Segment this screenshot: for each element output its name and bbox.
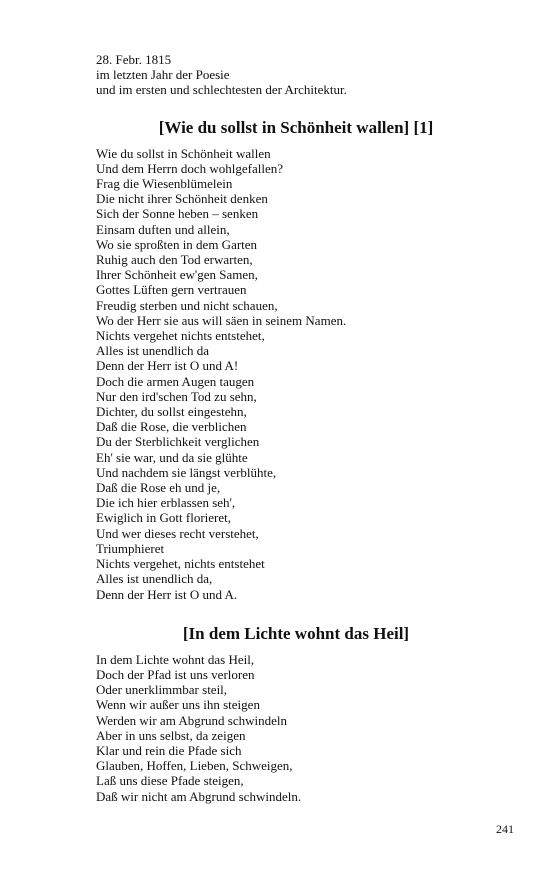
poem-line: Doch die armen Augen taugen (96, 373, 255, 389)
poem-line: Alles ist unendlich da, (96, 571, 213, 587)
poem-line: Doch der Pfad ist uns verloren (96, 666, 255, 682)
poem-line: Daß die Rose, die verblichen (96, 419, 247, 435)
poem-line: Ewiglich in Gott florieret, (96, 510, 232, 526)
poem-line: Daß wir nicht am Abgrund schwindeln. (96, 788, 302, 804)
page-number: 241 (496, 822, 514, 836)
poem-line: Und wer dieses recht verstehet, (96, 525, 259, 541)
poem-line: In dem Lichte wohnt das Heil, (96, 651, 255, 667)
poem-line: Denn der Herr ist O und A! (96, 358, 239, 374)
poem-line: Wo der Herr sie aus will säen in seinem Namen. (96, 312, 347, 328)
poem-line: Eh' sie war, und da sie glühte (96, 449, 248, 465)
poem-line: Sich der Sonne heben – senken (96, 206, 259, 222)
intro-note (96, 52, 496, 98)
poem-line: Ruhig auch den Tod erwarten, (96, 252, 253, 268)
poem-line: Daß die Rose eh und je, (96, 480, 221, 496)
poem-line: Frag die Wiesenblümelein (96, 176, 233, 192)
poem-line: Und dem Herrn doch wohlgefallen? (96, 160, 283, 176)
poem-line: Gottes Lüften gern vertrauen (96, 282, 247, 298)
intro-line: im letzten Jahr der Poesie (96, 67, 230, 83)
poem-line: Aber in uns selbst, da zeigen (96, 727, 246, 743)
intro-line: 28. Febr. 1815 (96, 52, 172, 67)
poem-line: Wo sie sproßten in dem Garten (96, 236, 258, 252)
poem-line: Glauben, Hoffen, Lieben, Schweigen, (96, 758, 293, 774)
page-body (96, 52, 496, 804)
intro-line: und im ersten und schlechtesten der Architektur. (96, 82, 347, 98)
poem-title-2: [In dem Lichte wohnt das Heil] (182, 623, 410, 643)
poem-line: Laß uns diese Pfade steigen, (96, 773, 244, 789)
poem-text-2 (96, 652, 496, 804)
poem-line: Nichts vergehet nichts entstehet, (96, 328, 265, 344)
poem-line: Wenn wir außer uns ihn steigen (96, 697, 260, 713)
poem-line: Werden wir am Abgrund schwindeln (96, 712, 288, 728)
poem-line: Triumphieret (96, 540, 165, 556)
poem-line: Alles ist unendlich da (96, 343, 210, 359)
poem-line: Nichts vergehet, nichts entstehet (96, 556, 265, 572)
poem-line: Freudig sterben und nicht schauen, (96, 297, 278, 313)
poem-title-1: [Wie du sollst in Schönheit wallen] [1] (158, 117, 434, 137)
poem-line: Ihrer Schönheit ew'gen Samen, (96, 267, 258, 283)
poem-text-1 (96, 146, 496, 602)
poem-line: Nur den ird'schen Tod zu sehn, (96, 388, 257, 404)
poem-line: Wie du sollst in Schönheit wallen (96, 145, 271, 161)
poem-line: Dichter, du sollst eingestehn, (96, 404, 247, 420)
poem-line: Du der Sterblichkeit verglichen (96, 434, 260, 450)
poem-line: Denn der Herr ist O und A. (96, 586, 238, 602)
poem-line: Einsam duften und allein, (96, 221, 230, 237)
poem-line: Die ich hier erblassen seh', (96, 495, 236, 511)
poem-line: Oder unerklimmbar steil, (96, 682, 228, 698)
poem-line: Und nachdem sie längst verblühte, (96, 464, 277, 480)
poem-line: Klar und rein die Pfade sich (96, 742, 242, 758)
poem-line: Die nicht ihrer Schönheit denken (96, 191, 268, 207)
